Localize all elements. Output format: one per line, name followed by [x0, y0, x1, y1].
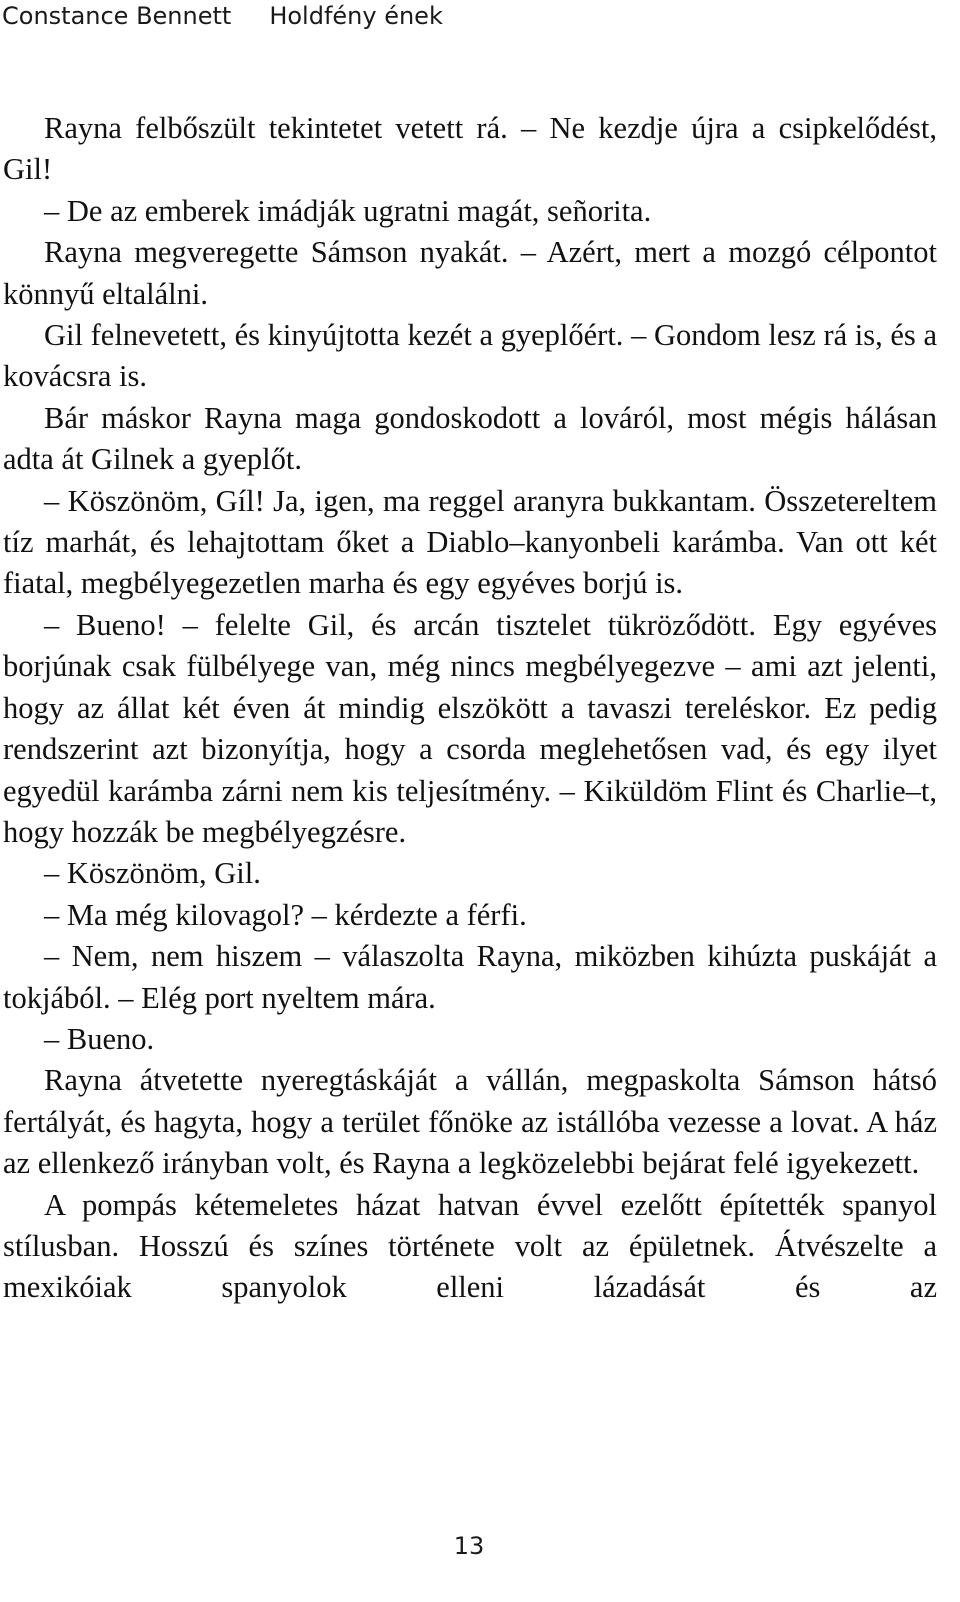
header-book-title: Holdfény ének: [269, 2, 443, 30]
paragraph: Gil felnevetett, és kinyújtotta kezét a gyeplőért. – Gondom lesz rá is, és a kovácsra is.: [3, 318, 937, 394]
paragraph: – Nem, nem hiszem – válaszolta Rayna, miközben kihúzta puskáját a tokjából. – Elég port nyeltem mára.: [3, 939, 937, 1015]
paragraph: Rayna megveregette Sámson nyakát. – Azért, mert a mozgó célpontot könnyű eltalálni.: [3, 235, 937, 311]
paragraph: – Bueno! – felelte Gil, és arcán tisztelet tükröződött. Egy egyéves borjúnak csak fülbélyege van, még nincs megbélyegezve – ami azt jelenti, hogy az állat két éven át mindig elszökött a tavaszi tereléskor. Ez pedig rendszerint azt bizonyítja, hogy a csorda meglehetősen vad, és egy ilyet egyedül karámba zárni nem kis teljesítmény. – Kiküldöm Flint és Charlie–t, hogy hozzák be megbélyegzésre.: [3, 607, 937, 849]
running-header: [2, 2, 443, 30]
page-number: 13: [453, 1532, 485, 1560]
paragraph: A pompás kétemeletes házat hatvan évvel ezelőtt építették spanyol stílusban. Hosszú és színes története volt az épületnek. Átvészelte a mexikóiak spanyolok elleni lázadását és az: [3, 1187, 937, 1305]
paragraph: – Köszönöm, Gíl! Ja, igen, ma reggel aranyra bukkantam. Összetereltem tíz marhát, és lehajtottam őket a Diablo–kanyonbeli karámba. Van ott két fiatal, megbélyegezetlen marha és egy egyéves borjú is.: [3, 483, 937, 601]
paragraph: Rayna felbőszült tekintetet vetett rá. – Ne kezdje újra a csipkelődést, Gil!: [3, 111, 937, 187]
paragraph: – Bueno.: [44, 1021, 155, 1056]
paragraph: – Ma még kilovagol? – kérdezte a férfi.: [44, 897, 527, 932]
paragraph: – De az emberek imádják ugratni magát, señorita.: [44, 193, 652, 228]
header-author: Constance Bennett: [2, 2, 232, 30]
paragraph: Rayna átvetette nyeregtáskáját a vállán, megpaskolta Sámson hátsó fertályát, és hagyta, hogy a terület főnöke az istállóba vezesse a lovat. A ház az ellenkező irányban volt, és Rayna a legközelebbi bejárat felé igyekezett.: [3, 1063, 937, 1181]
paragraph: Bár máskor Rayna maga gondoskodott a lováról, most mégis hálásan adta át Gilnek a gyeplőt.: [3, 400, 937, 477]
page-body: [3, 108, 937, 1309]
paragraph: – Köszönöm, Gil.: [44, 856, 261, 891]
